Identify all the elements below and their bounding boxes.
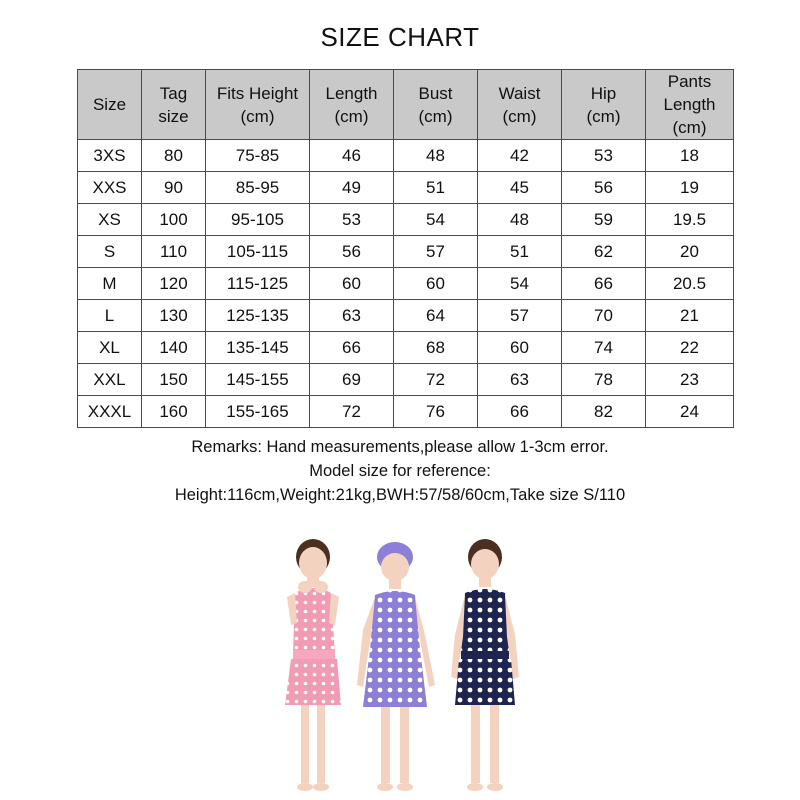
cell-hip: 62 bbox=[562, 236, 646, 268]
cell-length: 66 bbox=[310, 332, 394, 364]
header-waist bbox=[478, 70, 562, 140]
header-hip-line: Hip bbox=[590, 83, 617, 103]
cell-tag-size: 120 bbox=[142, 268, 206, 300]
cell-tag-size: 160 bbox=[142, 396, 206, 428]
cell-size: M bbox=[78, 268, 142, 300]
cell-pants-length: 19 bbox=[646, 172, 734, 204]
cell-hip: 59 bbox=[562, 204, 646, 236]
header-fits-height-line: (cm) bbox=[240, 106, 275, 126]
cell-length: 69 bbox=[310, 364, 394, 396]
table-row bbox=[78, 364, 734, 396]
cell-bust: 60 bbox=[394, 268, 478, 300]
cell-fits-height: 75-85 bbox=[206, 140, 310, 172]
cell-hip: 74 bbox=[562, 332, 646, 364]
cell-tag-size: 80 bbox=[142, 140, 206, 172]
header-tag-size bbox=[142, 70, 206, 140]
cell-bust: 54 bbox=[394, 204, 478, 236]
cell-length: 53 bbox=[310, 204, 394, 236]
header-pants-length-line: (cm) bbox=[672, 118, 707, 137]
cell-pants-length: 21 bbox=[646, 300, 734, 332]
cell-length: 56 bbox=[310, 236, 394, 268]
cell-size: S bbox=[78, 236, 142, 268]
header-pants-length-line: Pants bbox=[667, 72, 712, 91]
header-fits-height-line: Fits Height bbox=[216, 83, 299, 103]
table-header-row bbox=[78, 70, 734, 140]
header-bust-line: Bust bbox=[418, 83, 453, 103]
table-row bbox=[78, 172, 734, 204]
header-hip-line: (cm) bbox=[586, 106, 621, 126]
cell-waist: 60 bbox=[478, 332, 562, 364]
model-reference-label: Model size for reference: bbox=[309, 462, 491, 480]
cell-pants-length: 19.5 bbox=[646, 204, 734, 236]
remarks-text: Remarks: Hand measurements,please allow 1-3cm error. bbox=[191, 438, 609, 456]
cell-length: 72 bbox=[310, 396, 394, 428]
cell-bust: 72 bbox=[394, 364, 478, 396]
header-length-line: (cm) bbox=[334, 106, 369, 126]
cell-pants-length: 18 bbox=[646, 140, 734, 172]
cell-bust: 76 bbox=[394, 396, 478, 428]
table-row bbox=[78, 204, 734, 236]
cell-hip: 70 bbox=[562, 300, 646, 332]
cell-pants-length: 24 bbox=[646, 396, 734, 428]
cell-size: XXL bbox=[78, 364, 142, 396]
header-fits-height bbox=[206, 70, 310, 140]
table-row bbox=[78, 332, 734, 364]
cell-pants-length: 20 bbox=[646, 236, 734, 268]
cell-fits-height: 135-145 bbox=[206, 332, 310, 364]
remarks-block bbox=[0, 435, 800, 507]
header-pants-length-line: Length bbox=[663, 95, 716, 114]
header-bust-line: (cm) bbox=[418, 106, 453, 126]
table-row bbox=[78, 236, 734, 268]
page-title: SIZE CHART bbox=[320, 22, 480, 52]
cell-waist: 54 bbox=[478, 268, 562, 300]
cell-fits-height: 85-95 bbox=[206, 172, 310, 204]
cell-size: L bbox=[78, 300, 142, 332]
cell-waist: 57 bbox=[478, 300, 562, 332]
cell-fits-height: 115-125 bbox=[206, 268, 310, 300]
cell-bust: 68 bbox=[394, 332, 478, 364]
header-tag-size-line: Tag bbox=[159, 83, 188, 103]
header-size-line: Size bbox=[92, 95, 127, 114]
cell-size: XL bbox=[78, 332, 142, 364]
cell-hip: 53 bbox=[562, 140, 646, 172]
cell-waist: 48 bbox=[478, 204, 562, 236]
cell-length: 63 bbox=[310, 300, 394, 332]
header-bust bbox=[394, 70, 478, 140]
table-row bbox=[78, 268, 734, 300]
cell-waist: 45 bbox=[478, 172, 562, 204]
header-pants-length bbox=[646, 70, 734, 140]
header-tag-size-line: size bbox=[158, 106, 189, 126]
header-waist-line: (cm) bbox=[502, 106, 537, 126]
cell-pants-length: 20.5 bbox=[646, 268, 734, 300]
cell-hip: 82 bbox=[562, 396, 646, 428]
table-row bbox=[78, 140, 734, 172]
model-measurements: Height:116cm,Weight:21kg,BWH:57/58/60cm,Take size S/110 bbox=[174, 486, 626, 504]
table-row bbox=[78, 396, 734, 428]
cell-tag-size: 140 bbox=[142, 332, 206, 364]
cell-fits-height: 95-105 bbox=[206, 204, 310, 236]
header-waist-line: Waist bbox=[498, 83, 541, 103]
cell-size: XXS bbox=[78, 172, 142, 204]
cell-size: XXXL bbox=[78, 396, 142, 428]
cell-size: 3XS bbox=[78, 140, 142, 172]
cell-tag-size: 110 bbox=[142, 236, 206, 268]
model-photo bbox=[265, 535, 550, 800]
cell-waist: 42 bbox=[478, 140, 562, 172]
cell-tag-size: 150 bbox=[142, 364, 206, 396]
cell-hip: 56 bbox=[562, 172, 646, 204]
cell-bust: 64 bbox=[394, 300, 478, 332]
header-length bbox=[310, 70, 394, 140]
model-girl-pink bbox=[285, 539, 341, 791]
cell-size: XS bbox=[78, 204, 142, 236]
cell-pants-length: 23 bbox=[646, 364, 734, 396]
cell-bust: 57 bbox=[394, 236, 478, 268]
size-chart-table bbox=[77, 69, 734, 428]
cell-tag-size: 90 bbox=[142, 172, 206, 204]
header-hip bbox=[562, 70, 646, 140]
header-size bbox=[78, 70, 142, 140]
table-row bbox=[78, 300, 734, 332]
cell-length: 60 bbox=[310, 268, 394, 300]
cell-fits-height: 155-165 bbox=[206, 396, 310, 428]
header-length-line: Length bbox=[325, 83, 378, 103]
cell-hip: 66 bbox=[562, 268, 646, 300]
cell-waist: 51 bbox=[478, 236, 562, 268]
cell-fits-height: 105-115 bbox=[206, 236, 310, 268]
cell-tag-size: 130 bbox=[142, 300, 206, 332]
cell-hip: 78 bbox=[562, 364, 646, 396]
cell-bust: 51 bbox=[394, 172, 478, 204]
cell-fits-height: 125-135 bbox=[206, 300, 310, 332]
model-girl-purple bbox=[357, 542, 435, 791]
model-girl-navy bbox=[451, 539, 519, 791]
cell-length: 46 bbox=[310, 140, 394, 172]
cell-waist: 66 bbox=[478, 396, 562, 428]
cell-pants-length: 22 bbox=[646, 332, 734, 364]
cell-length: 49 bbox=[310, 172, 394, 204]
cell-waist: 63 bbox=[478, 364, 562, 396]
cell-bust: 48 bbox=[394, 140, 478, 172]
cell-fits-height: 145-155 bbox=[206, 364, 310, 396]
cell-tag-size: 100 bbox=[142, 204, 206, 236]
